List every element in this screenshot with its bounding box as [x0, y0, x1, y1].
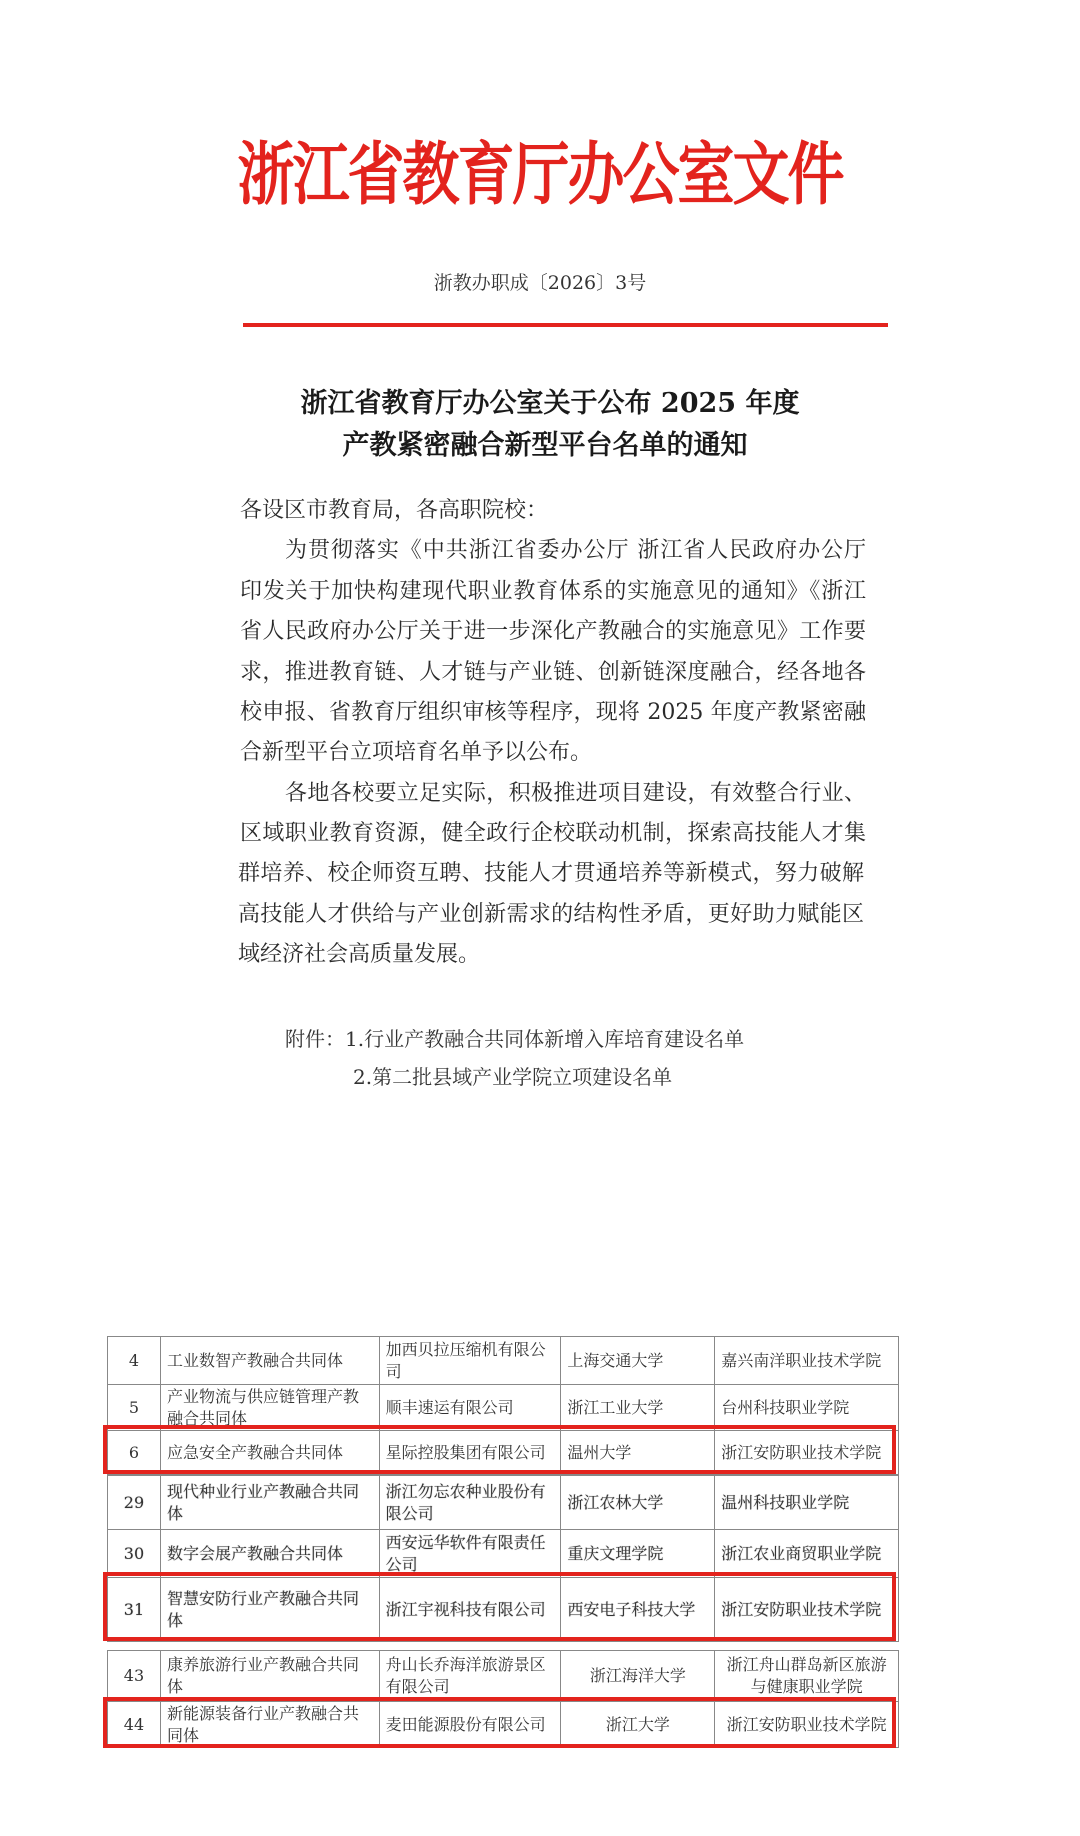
cell-college: 浙江安防职业技术学院 — [715, 1431, 899, 1474]
cell-university: 浙江工业大学 — [561, 1385, 715, 1430]
table-segment — [107, 1650, 899, 1748]
body-line: 为贯彻落实《中共浙江省委办公厅 浙江省人民政府办公厅 — [285, 538, 866, 563]
cell-name: 康养旅游行业产教融合共同体 — [161, 1651, 380, 1701]
cell-name: 产业物流与供应链管理产教融合共同体 — [161, 1385, 380, 1430]
cell-college: 嘉兴南洋职业技术学院 — [715, 1337, 899, 1384]
cell-college: 台州科技职业学院 — [715, 1385, 899, 1430]
cell-company: 顺丰速运有限公司 — [380, 1385, 562, 1430]
body-line: 高技能人才供给与产业创新需求的结构性矛盾，更好助力赋能区 — [238, 902, 864, 927]
cell-no: 6 — [108, 1431, 161, 1474]
cell-name: 工业数智产教融合共同体 — [161, 1337, 380, 1384]
cell-no: 31 — [108, 1578, 161, 1641]
table-row — [107, 1577, 899, 1642]
body-line: 印发关于加快构建现代职业教育体系的实施意见的通知》《浙江 — [240, 579, 866, 604]
body-line: 各设区市教育局，各高职院校： — [240, 498, 549, 523]
cell-name: 现代种业行业产教融合共同体 — [161, 1476, 380, 1529]
cell-name: 智慧安防行业产教融合共同体 — [161, 1578, 380, 1641]
cell-no: 4 — [108, 1337, 161, 1384]
body-line: 求，推进教育链、人才链与产业链、创新链深度融合，经各地各 — [240, 660, 866, 685]
cell-college: 浙江农业商贸职业学院 — [715, 1530, 899, 1577]
cell-company: 浙江宇视科技有限公司 — [380, 1578, 562, 1641]
body-line: 区域职业教育资源，健全政行企校联动机制，探索高技能人才集 — [240, 821, 866, 846]
body-line: 群培养、校企师资互聘、技能人才贯通培养等新模式，努力破解 — [238, 861, 864, 886]
cell-university: 浙江农林大学 — [561, 1476, 715, 1529]
table-row — [107, 1336, 899, 1384]
table-row — [107, 1475, 899, 1529]
notice-title-line-1: 浙江省教育厅办公室关于公布 2025 年度 — [300, 388, 800, 419]
body-line: 校申报、省教育厅组织审核等程序，现将 2025 年度产教紧密融 — [240, 700, 866, 725]
cell-no: 44 — [108, 1702, 161, 1747]
table-row — [107, 1701, 899, 1748]
table-segment — [107, 1336, 899, 1475]
cell-college: 浙江安防职业技术学院 — [715, 1702, 899, 1747]
cell-university: 重庆文理学院 — [561, 1530, 715, 1577]
table-row — [107, 1430, 899, 1475]
cell-company: 舟山长乔海洋旅游景区有限公司 — [380, 1651, 562, 1701]
body-line: 域经济社会高质量发展。 — [238, 942, 481, 967]
table-row — [107, 1529, 899, 1577]
cell-university: 温州大学 — [561, 1431, 715, 1474]
cell-college: 浙江舟山群岛新区旅游与健康职业学院 — [715, 1651, 899, 1701]
cell-company: 麦田能源股份有限公司 — [380, 1702, 562, 1747]
notice-title-line-2: 产教紧密融合新型平台名单的通知 — [342, 430, 748, 461]
cell-college: 浙江安防职业技术学院 — [715, 1578, 899, 1641]
cell-name: 新能源装备行业产教融合共同体 — [161, 1702, 380, 1747]
cell-university: 西安电子科技大学 — [561, 1578, 715, 1641]
cell-college: 温州科技职业学院 — [715, 1476, 899, 1529]
body-line: 各地各校要立足实际，积极推进项目建设，有效整合行业、 — [285, 781, 866, 806]
cell-university: 上海交通大学 — [561, 1337, 715, 1384]
table-row — [107, 1650, 899, 1701]
cell-company: 加西贝拉压缩机有限公司 — [380, 1337, 562, 1384]
body-line: 合新型平台立项培育名单予以公布。 — [240, 740, 593, 765]
cell-company: 星际控股集团有限公司 — [380, 1431, 562, 1474]
table-segment — [107, 1475, 899, 1642]
cell-no: 30 — [108, 1530, 161, 1577]
table-row — [107, 1384, 899, 1430]
cell-no: 5 — [108, 1385, 161, 1430]
attachment-1-text: 1.行业产教融合共同体新增入库培育建设名单 — [345, 1027, 745, 1051]
masthead-title: 浙江省教育厅办公室文件 — [237, 134, 843, 215]
cell-company: 西安远华软件有限责任公司 — [380, 1530, 562, 1577]
attachment-label: 附件： — [285, 1027, 345, 1051]
body-line: 省人民政府办公厅关于进一步深化产教融合的实施意见》工作要 — [240, 619, 866, 644]
cell-name: 数字会展产教融合共同体 — [161, 1530, 380, 1577]
cell-name: 应急安全产教融合共同体 — [161, 1431, 380, 1474]
cell-university: 浙江海洋大学 — [561, 1651, 715, 1701]
document-number: 浙教办职成〔2026〕3号 — [433, 272, 647, 294]
attachment-1 — [285, 1023, 744, 1052]
cell-university: 浙江大学 — [561, 1702, 715, 1747]
red-divider — [243, 323, 888, 327]
cell-no: 29 — [108, 1476, 161, 1529]
cell-company: 浙江勿忘农种业股份有限公司 — [380, 1476, 562, 1529]
attachment-2: 2.第二批县域产业学院立项建设名单 — [353, 1065, 673, 1089]
cell-no: 43 — [108, 1651, 161, 1701]
